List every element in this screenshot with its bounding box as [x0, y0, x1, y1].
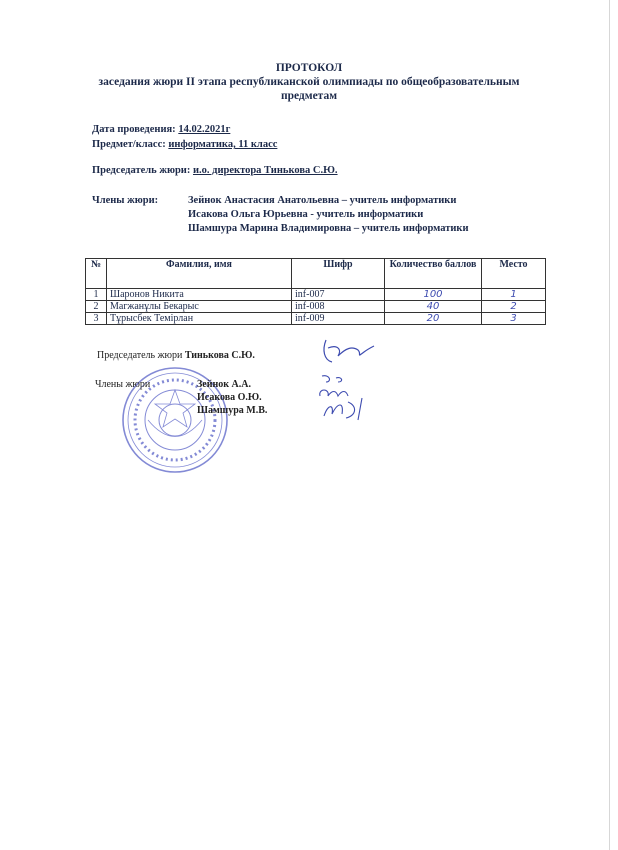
results-table — [85, 258, 546, 325]
date-line — [92, 124, 230, 135]
cell-name: Магжанұлы Бекарыс — [107, 301, 292, 313]
signature-member-2: Исакова О.Ю. — [197, 392, 262, 403]
cell-code: inf-009 — [292, 313, 385, 325]
cell-place: 1 — [482, 289, 546, 301]
cell-number: 2 — [86, 301, 107, 313]
chair-signature-scribble — [318, 336, 378, 366]
member-signatures-scribble — [318, 372, 388, 422]
cell-number: 1 — [86, 289, 107, 301]
subject-label: Предмет/класс: — [92, 139, 169, 150]
cell-name: Тұрысбек Темірлан — [107, 313, 292, 325]
subject-value: информатика, 11 класс — [168, 139, 278, 150]
column-header-number: № — [86, 259, 107, 289]
signature-member-3: Шамшура М.В. — [197, 405, 268, 416]
member-line-1: Зейнок Анастасия Анатольевна – учитель информатики — [188, 195, 457, 206]
cell-name: Шаронов Никита — [107, 289, 292, 301]
chair-label: Председатель жюри: — [92, 165, 193, 176]
cell-place: 3 — [482, 313, 546, 325]
signature-chair-line — [97, 350, 255, 361]
column-header-score: Количество баллов — [385, 259, 482, 289]
page-edge — [609, 0, 610, 850]
members-label: Члены жюри: — [92, 195, 159, 206]
signature-chair-name: Тинькова С.Ю. — [184, 350, 255, 361]
chair-line — [92, 165, 338, 176]
cell-code: inf-008 — [292, 301, 385, 313]
date-label: Дата проведения: — [92, 124, 179, 135]
date-value: 14.02.2021г — [178, 124, 231, 135]
signature-member-1: Зейнок А.А. — [197, 379, 251, 390]
document-subtitle-line2: предметам — [280, 90, 338, 102]
table-header-row — [86, 259, 546, 289]
cell-code: inf-007 — [292, 289, 385, 301]
cell-score: 100 — [385, 289, 482, 301]
member-line-3: Шамшура Марина Владимировна – учитель информатики — [188, 223, 469, 234]
document-subtitle-line1: заседания жюри II этапа республиканской олимпиады по общеобразовательным — [98, 76, 520, 88]
cell-place: 2 — [482, 301, 546, 313]
column-header-code: Шифр — [292, 259, 385, 289]
subject-line — [92, 139, 277, 150]
cell-number: 3 — [86, 313, 107, 325]
cell-score: 20 — [385, 313, 482, 325]
column-header-place: Место — [482, 259, 546, 289]
member-line-2: Исакова Ольга Юрьевна - учитель информатики — [188, 209, 424, 220]
signature-chair-label: Председатель жюри — [97, 350, 185, 361]
cell-score: 40 — [385, 301, 482, 313]
table-row — [86, 289, 546, 301]
table-row — [86, 301, 546, 313]
signature-members-label: Члены жюри — [95, 379, 151, 390]
column-header-name: Фамилия, имя — [107, 259, 292, 289]
chair-value: и.о. директора Тинькова С.Ю. — [192, 165, 338, 176]
table-row — [86, 313, 546, 325]
document-title: ПРОТОКОЛ — [275, 62, 343, 74]
